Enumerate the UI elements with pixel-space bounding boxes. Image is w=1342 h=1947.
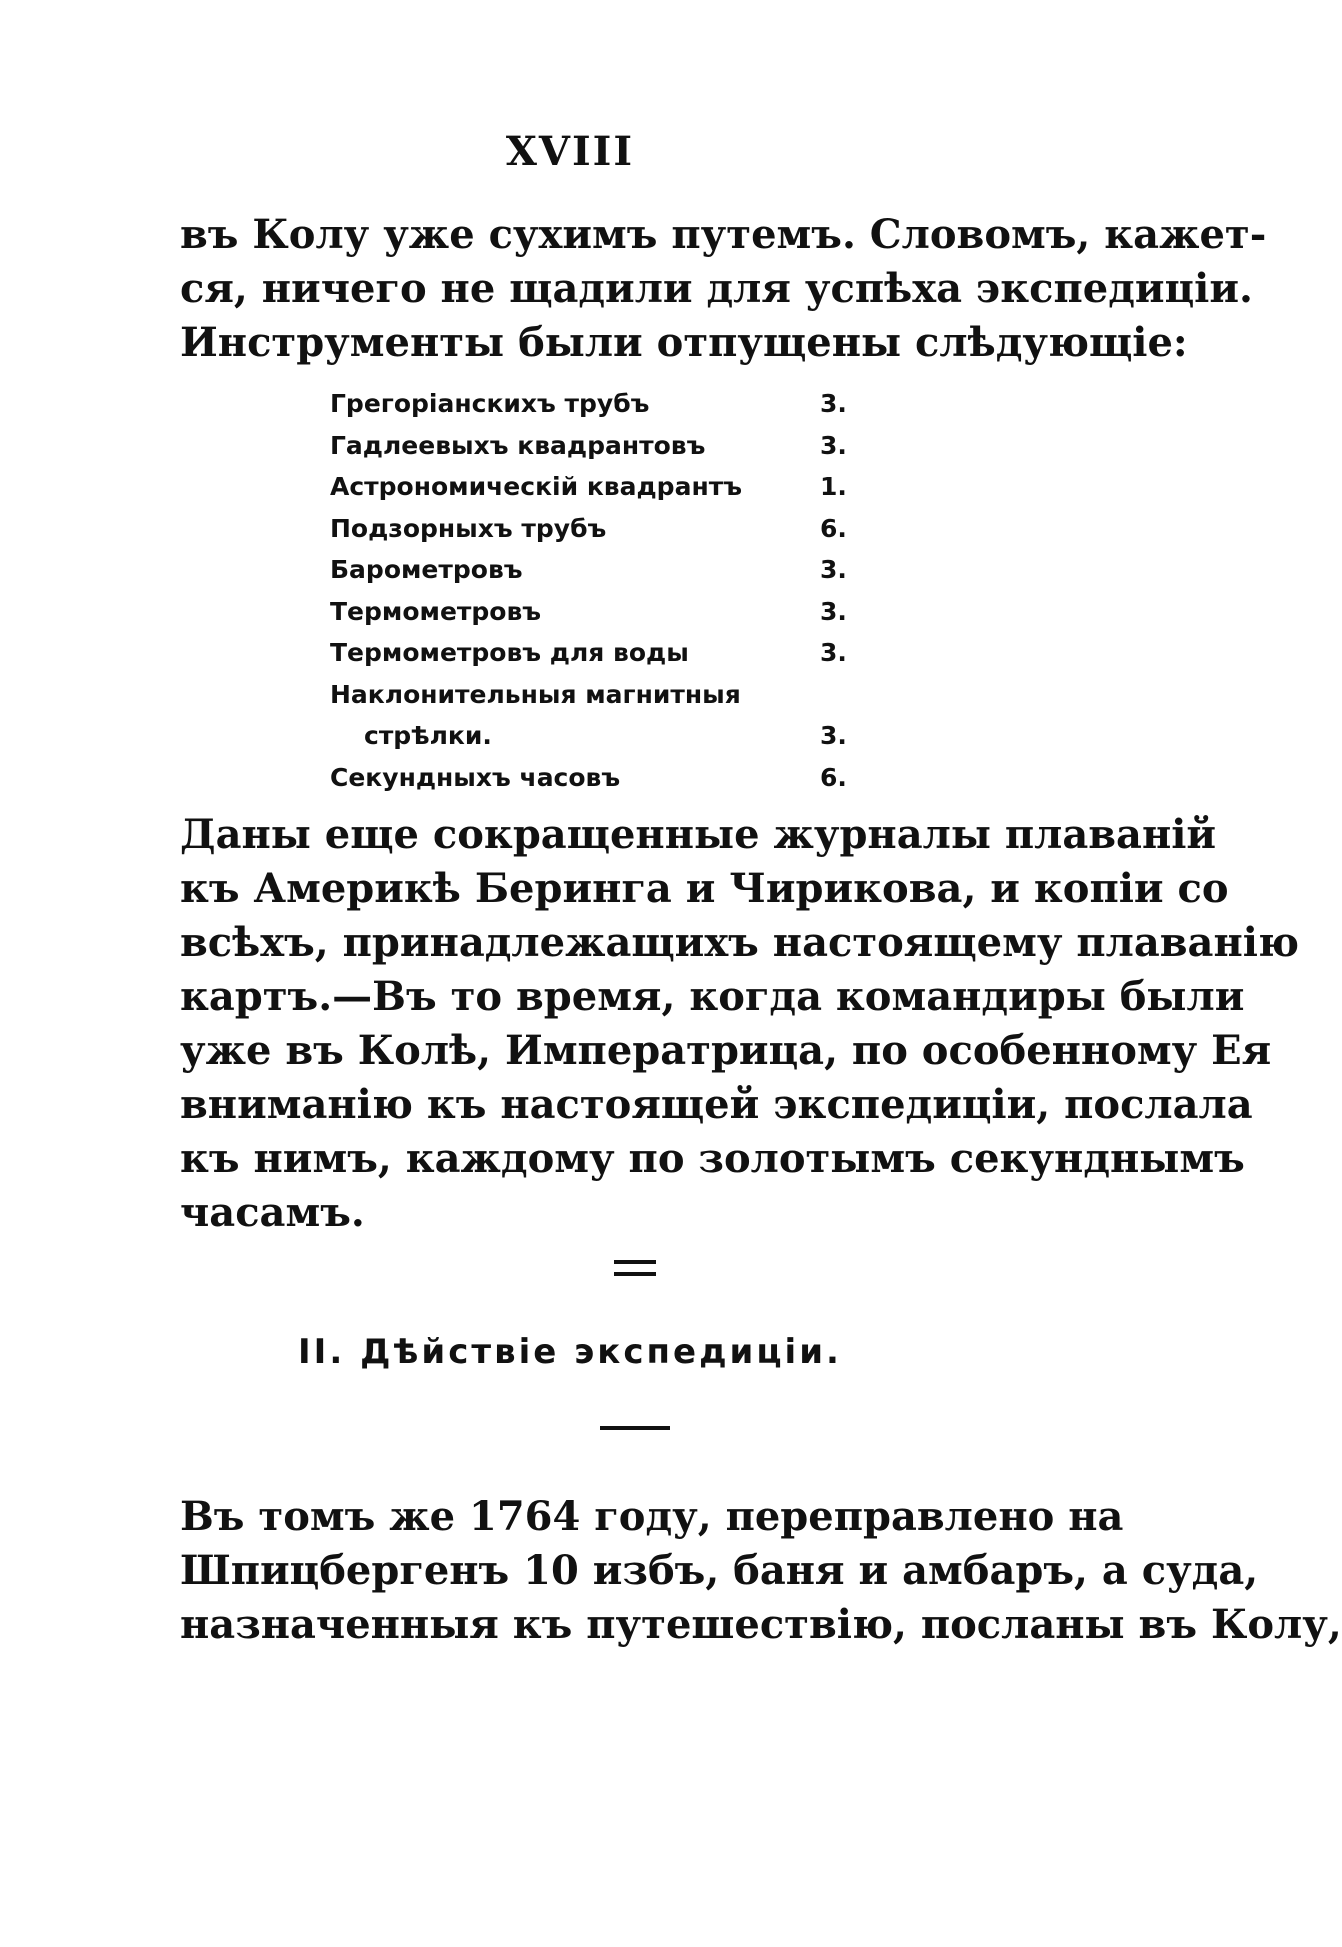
- paragraph-1-line-3: Инструменты были отпущены слѣдующіе:: [180, 319, 1188, 366]
- page-number: XVIII: [505, 128, 635, 175]
- paragraph-2-line-2: къ Америкѣ Беринга и Чирикова, и копіи со: [180, 865, 1229, 912]
- instrument-quantity: 3.: [820, 555, 847, 584]
- instruments-list: [330, 383, 860, 798]
- instrument-quantity: 3.: [820, 596, 847, 626]
- paragraph-2-line-6: вниманію къ настоящей экспедиціи, послала: [180, 1081, 1253, 1128]
- paragraph-2-line-4: картъ.—Въ то время, когда командиры были: [180, 973, 1245, 1020]
- instrument-name: Секундныхъ часовъ: [330, 762, 621, 792]
- instrument-name: Гадлеевыхъ квадрантовъ: [330, 430, 706, 460]
- instrument-quantity: 1.: [820, 472, 847, 501]
- paragraph-1-line-1: въ Колу уже сухимъ путемъ. Словомъ, кажет-: [180, 211, 1267, 258]
- instrument-row: [330, 549, 860, 591]
- section-heading: II. Дѣйствіе экспедиціи.: [298, 1332, 842, 1372]
- paragraph-3-line-2: Шпицбергенъ 10 избъ, баня и амбаръ, а суда,: [180, 1547, 1259, 1594]
- instrument-name: Термометровъ для воды: [330, 638, 689, 667]
- instrument-row: [330, 757, 860, 799]
- instrument-row: [330, 425, 860, 467]
- paragraph-2-line-1: Даны еще сокращенные журналы плаваній: [180, 811, 1217, 858]
- instrument-quantity: 6.: [820, 762, 847, 792]
- double-rule-separator: [614, 1260, 656, 1278]
- instrument-name: Грегоріанскихъ трубъ: [330, 389, 650, 418]
- instrument-name: Барометровъ: [330, 555, 523, 584]
- instrument-row: [330, 508, 860, 550]
- paragraph-2-line-3: всѣхъ, принадлежащихъ настоящему плаванію: [180, 919, 1299, 966]
- instrument-row: [330, 383, 860, 425]
- single-rule-separator: [600, 1426, 670, 1430]
- paragraph-3-line-3: назначенныя къ путешествію, посланы въ Колу,: [180, 1601, 1342, 1648]
- paragraph-3-line-1: Въ томъ же 1764 году, переправлено на: [180, 1493, 1124, 1540]
- instrument-quantity: 3.: [820, 430, 847, 460]
- instrument-row: [330, 715, 860, 757]
- instrument-quantity: 3.: [820, 389, 847, 418]
- instrument-quantity: 3.: [820, 638, 847, 667]
- instrument-quantity: 6.: [820, 513, 847, 543]
- paragraph-2-line-5: уже въ Колѣ, Императрица, по особенному Ея: [180, 1027, 1272, 1074]
- instrument-row: [330, 466, 860, 508]
- instrument-name: Термометровъ: [330, 596, 542, 626]
- instrument-name: Наклонительныя магнитныя: [330, 679, 741, 709]
- instrument-quantity: 3.: [820, 721, 847, 750]
- instrument-row: [330, 632, 860, 674]
- instrument-name: стрѣлки.: [364, 721, 492, 750]
- paragraph-2-line-7: къ нимъ, каждому по золотымъ секунднымъ: [180, 1135, 1245, 1182]
- instrument-name: Подзорныхъ трубъ: [330, 513, 607, 543]
- paragraph-2-line-8: часамъ.: [180, 1189, 365, 1236]
- instrument-name: Астрономическій квадрантъ: [330, 472, 742, 501]
- instrument-row: [330, 674, 860, 716]
- paragraph-1-line-2: ся, ничего не щадили для успѣха экспедиціи.: [180, 265, 1253, 312]
- instrument-row: [330, 591, 860, 633]
